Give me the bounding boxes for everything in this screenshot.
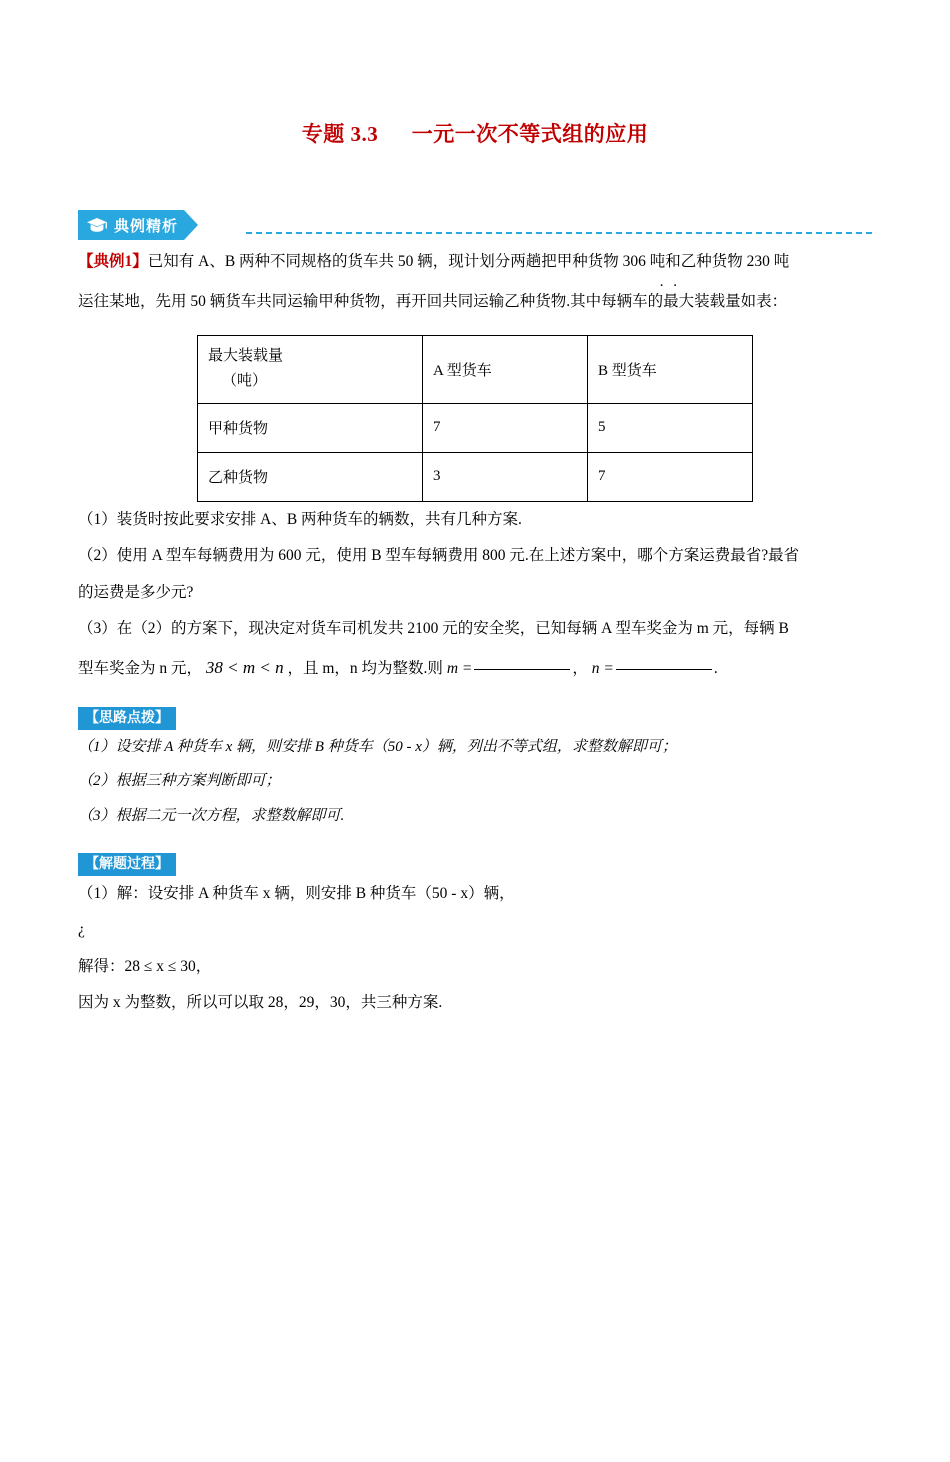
question-3-line-1: （3）在（2）的方案下，现决定对货车司机发共 2100 元的安全奖，已知每辆 A 型车奖金为 m 元，每辆 B [78,620,789,638]
row-value-a: 3 [423,452,588,501]
load-table-wrapper [78,335,872,502]
row-label: 乙种货物 [198,452,423,501]
page-title [78,118,872,148]
banner-divider [246,232,872,234]
m-equals-label: m = [446,659,473,677]
table-col-b-header: B 型货车 [588,335,753,403]
example-label: 【典例1】 [78,253,148,270]
table-col-a-header: A 型货车 [423,335,588,403]
hint-tag: 【思路点拨】 [78,707,176,729]
hint-line-1: （1）设安排 A 种货车 x 辆，则安排 B 种货车（50 - x）辆，列出不等式组，求整数解即可； [78,738,677,755]
hint-tag-row [78,707,872,729]
table-corner-cell [198,335,423,403]
solution-system-brace: ¿ [78,921,85,939]
corner-line-2: （吨） [222,373,268,390]
title-name: 一元一次不等式组的应用 [411,122,649,146]
emphasis-dots: . . [659,274,680,291]
graduation-cap-icon [86,215,108,235]
inequality-expression: 38 < m < n [205,657,284,677]
question-1: （1）装货时按此要求安排 A、B 两种货车的辆数，共有几种方案. [78,510,522,528]
banner-arrow-icon [184,210,198,240]
document-page [0,118,950,1462]
row-value-b: 5 [588,403,753,452]
solution-line-3: 因为 x 为整数，所以可以取 28，29，30，共三种方案. [78,994,443,1012]
question-2-line-1: （2）使用 A 型车每辆费用为 600 元，使用 B 型车每辆费用 800 元.在上述方案中，哪个方案运费最省?最省 [78,547,800,565]
solution-line-1: （1）解：设安排 A 种货车 x 辆，则安排 B 种货车（50 - x）辆， [78,884,515,902]
title-number: 3.3 [350,122,379,146]
n-answer-blank [616,668,712,670]
row-value-a: 7 [423,403,588,452]
row-value-b: 7 [588,452,753,501]
max-load-table [197,335,753,502]
question-3-lead: 型车奖金为 n 元， [78,659,203,677]
solution-line-2: 解得：28 ≤ x ≤ 30， [78,957,212,975]
table-row [198,403,753,452]
row-label: 甲种货物 [198,403,423,452]
table-header-row [198,335,753,403]
banner-box [78,210,184,240]
solution-tag-row [78,853,872,875]
question-3-tail: ，且 m，n 均为整数.则 [287,659,443,677]
title-prefix: 专题 [301,122,345,146]
example-line-1 [78,244,872,280]
hint-body [78,730,872,834]
hint-line-2: （2）根据三种方案判断即可； [78,773,281,790]
example-line-2: 运往某地，先用 50 辆货车共同运输甲种货物，再开回共同运输乙种货物.其中每辆车的最大装载量如表： [78,293,788,311]
table-row [198,452,753,501]
n-equals-label: n = [591,659,614,677]
question-3-line-2: 型车奖金为 n 元， 38 < m < n ，且 m，n 均为整数.则 m = ， n = . [78,648,872,688]
m-answer-blank [474,668,570,670]
example-text-1: 已知有 A、B 两种不同规格的货车共 50 辆，现计划分两趟把甲种货物 306 吨和乙种货物 230 吨 [147,253,790,270]
question-2-line-2: 的运费是多少元? [78,583,194,601]
banner-label: 典例精析 [114,217,179,235]
corner-line-1: 最大装载量 [208,347,284,364]
hint-line-3: （3）根据二元一次方程，求整数解即可. [78,807,345,824]
section-banner [78,210,872,244]
solution-tag: 【解题过程】 [78,853,176,875]
question-3-period: . [713,659,718,677]
